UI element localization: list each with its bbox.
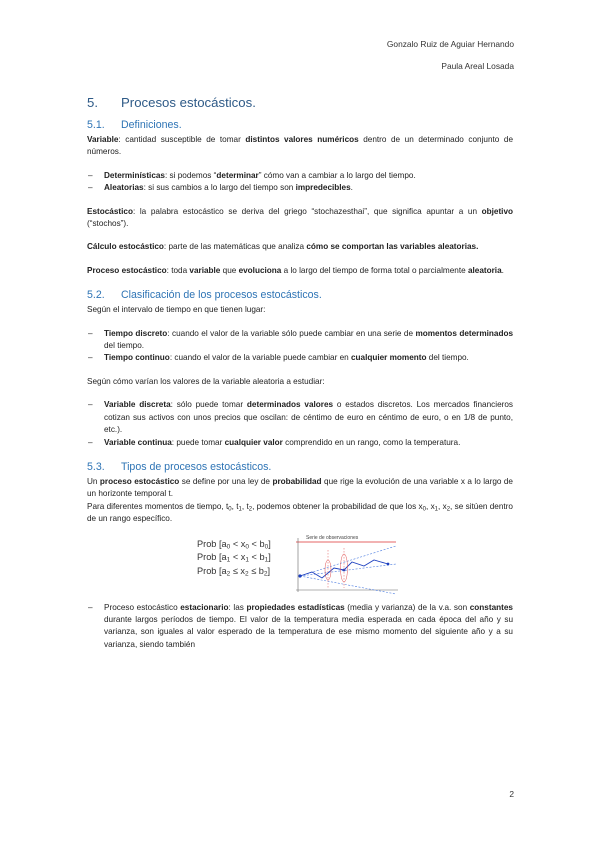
section-5-3-heading [87,460,513,475]
probability-figure [87,532,513,598]
diagram-point [387,562,390,565]
header-author-1: Gonzalo Ruiz de Aguiar Hernando [386,39,514,49]
stochastic-process-diagram [292,532,402,598]
section-title: Procesos estocásticos. [121,95,256,110]
paragraph-momentos: Para diferentes momentos de tiempo, $t_0$, $t_1$, $t_2$, podemos obtener la probabilidad de que los $x_0$, $x_1$, $x_2$, se sitúen dentro de un rango específico. [87,501,513,524]
probability-formulas [197,538,271,579]
section-5-2-heading [87,288,513,303]
paragraph-calculo: Cálculo estocástico: parte de las matemáticas que analiza cómo se comportan las variables aleatorias. [87,242,479,252]
subsection-title: Definiciones. [121,119,182,131]
list-item: – Determinísticas: si podemos “determinar” cómo van a cambiar a lo largo del tiempo. [87,170,513,182]
paragraph-proceso: Proceso estocástico: toda variable que evoluciona a lo largo del tiempo de forma total o parcialmente aleatoria. [87,265,504,275]
header-author-2: Paula Areal Losada [441,61,514,71]
page-content [87,94,513,651]
list-item: – Tiempo discreto: cuando el valor de la variable sólo puede cambiar en una serie de momentos determinados del tiempo. [87,328,513,353]
paragraph-definicion-proceso: Un proceso estocástico se define por una ley de probabilidad que rige la evolución de una variable x a lo largo de un horizonte temporal t. [87,476,513,499]
diagram-lower-trend [300,576,396,594]
section-number: 5. [87,95,98,110]
list-item: – Tiempo continuo: cuando el valor de la variable puede cambiar en cualquier momento del tiempo. [87,352,513,364]
list-valores [87,399,513,449]
paragraph-variable: Variable: cantidad susceptible de tomar distintos valores numéricos dentro de un determinado conjunto de números. [87,135,513,157]
subsection-title: Tipos de procesos estocásticos. [121,460,272,473]
formula-line: Prob $[a_2 \le x_2 \le b_2]$ [197,565,271,578]
diagram-upper-trend [300,546,396,576]
list-tiempo [87,328,513,365]
formula-line: Prob $[a_0 < x_0 < b_0]$ [197,538,271,551]
paragraph-intro-tiempo: Según el intervalo de tiempo en que tienen lugar: [87,305,266,315]
list-variable-types [87,170,513,195]
list-item: – Variable discreta: sólo puede tomar determinados valores o estados discretos. Los mercados financieros cotizan sus activos con unos precios que oscilan: de céntimo de euro en céntimo de euro, o en 1/8 de punto, etc.). [87,399,513,436]
diagram-start-point [298,574,301,577]
subsection-number: 5.1. [87,119,105,131]
page-number: 2 [509,789,514,799]
diagram-title: Serie de observaciones [306,534,359,541]
section-5-1-heading [87,118,513,133]
list-item: – Aleatorias: si sus cambios a lo largo del tiempo son impredecibles. [87,182,513,194]
paragraph-intro-valores: Según cómo varían los valores de la variable aleatoria a estudiar: [87,376,325,386]
list-tipos-procesos [87,602,513,652]
subsection-number: 5.2. [87,289,105,302]
list-item: – Proceso estocástico estacionario: las propiedades estadísticas (media y varianza) de la v.a. son constantes durante largos períodos de tiempo. El valor de la temperatura media esperada en cada época del año y su varianza, son iguales al valor esperado de la temperatura de ese mismo momento del siguiente año y a su varianza, siendo también [87,602,513,652]
subsection-number: 5.3. [87,460,105,473]
subsection-title: Clasificación de los procesos estocásticos. [121,289,322,302]
list-item: – Variable continua: puede tomar cualquier valor comprendido en un rango, como la temperatura. [87,437,513,449]
formula-line: Prob $[a_1 < x_1 < b_1]$ [197,552,271,564]
paragraph-estocastico: Estocástico: la palabra estocástico se deriva del griego “stochazesthai”, que significa apuntar a un objetivo (“stochos”). [87,206,513,229]
section-5-heading [87,94,513,112]
